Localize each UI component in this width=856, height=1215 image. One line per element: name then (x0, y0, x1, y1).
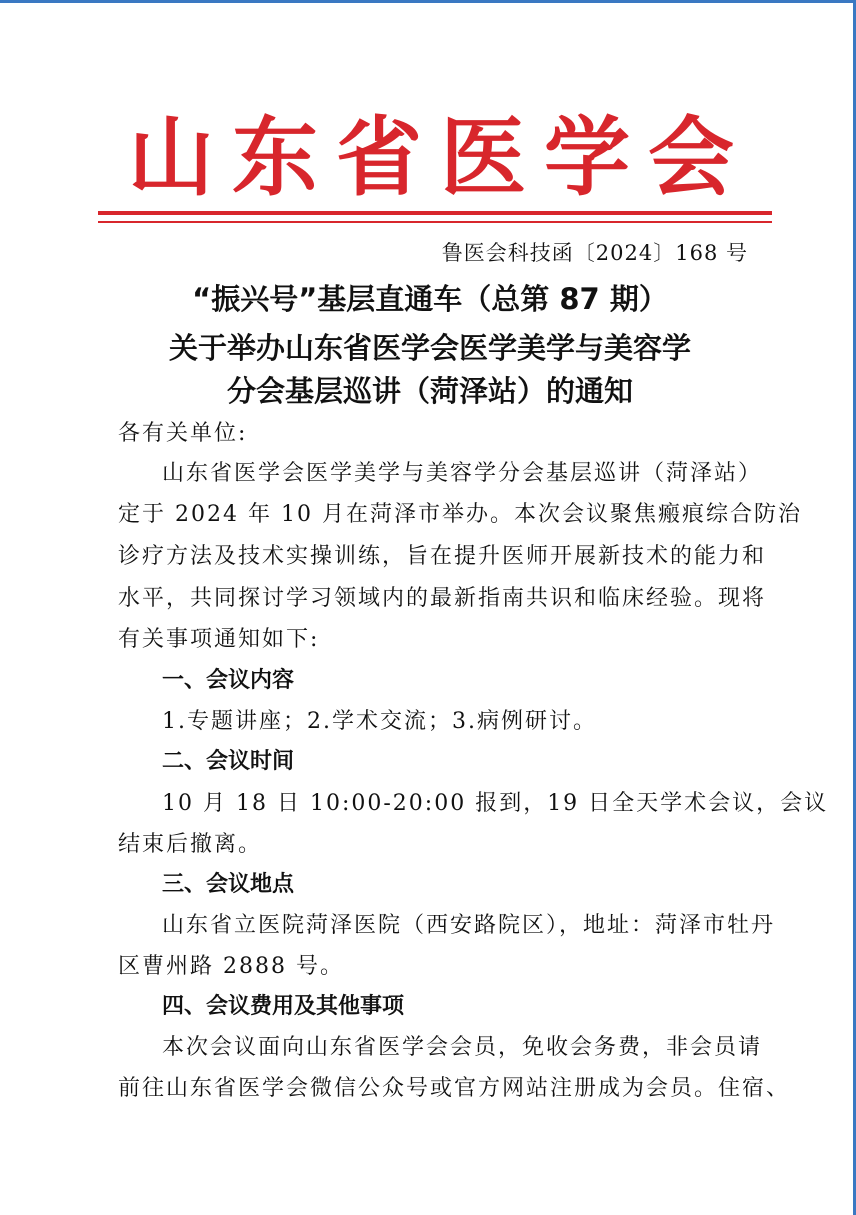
section-heading-location: 三、会议地点 (162, 872, 295, 897)
section-heading-fees: 四、会议费用及其他事项 (162, 994, 405, 1019)
section-line: 山东省立医院菏泽医院（西安路院区），地址：菏泽市牡丹 (162, 913, 776, 938)
section-line: 10 月 18 日 10:00-20:00 报到，19 日全天学术会议，会议 (162, 791, 829, 816)
section-heading-time: 二、会议时间 (162, 749, 295, 774)
section-line: 结束后撤离。 (118, 832, 263, 857)
section-line: 区曹州路 2888 号。 (118, 954, 344, 979)
intro-line: 定于 2024 年 10 月在菏泽市举办。本次会议聚焦瘢痕综合防治 (118, 502, 802, 527)
section-line: 1.专题讲座；2.学术交流；3.病例研讨。 (162, 709, 597, 734)
letterhead-rule-thin (98, 221, 772, 223)
document-number: 鲁医会科技函〔2024〕168 号 (441, 241, 748, 265)
section-heading-content: 一、会议内容 (162, 668, 295, 693)
heading-line-3: 分会基层巡讲（菏泽站）的通知 (226, 374, 633, 408)
heading-line-2: 关于举办山东省医学会医学美学与美容学 (168, 331, 691, 365)
intro-line: 水平，共同探讨学习领域内的最新指南共识和临床经验。现将 (118, 586, 767, 611)
scan-edge-top (0, 0, 856, 3)
section-line: 前往山东省医学会微信公众号或官方网站注册成为会员。住宿、 (118, 1076, 791, 1101)
letterhead-rule-thick (98, 211, 772, 215)
intro-line: 山东省医学会医学美学与美容学分会基层巡讲（菏泽站） (162, 461, 763, 486)
section-line: 本次会议面向山东省医学会会员，免收会务费，非会员请 (162, 1035, 763, 1060)
intro-line: 诊疗方法及技术实操训练，旨在提升医师开展新技术的能力和 (118, 544, 767, 569)
intro-line: 有关事项通知如下: (118, 627, 320, 652)
heading-line-1: “振兴号”基层直通车（总第 87 期） (192, 282, 668, 316)
salutation: 各有关单位: (118, 421, 248, 446)
letterhead-title: 山东省医学会 (128, 107, 752, 208)
